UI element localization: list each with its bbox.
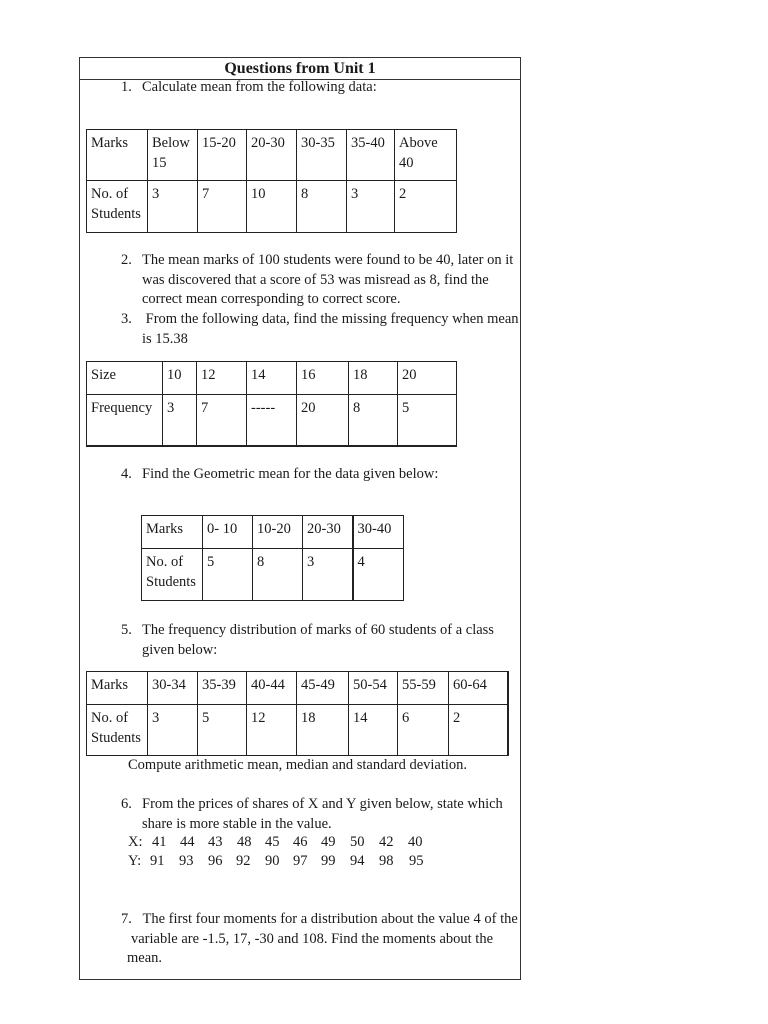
table-cell: 20 (297, 395, 349, 446)
question-text-line: was discovered that a score of 53 was misread as 8, find the (142, 271, 489, 288)
question-text-line: The frequency distribution of marks of 60 students of a class (142, 622, 494, 638)
table-cell: 30-40 (353, 516, 404, 549)
table-cell: 3 (148, 705, 198, 756)
table-cell: 4 (353, 549, 404, 601)
table-cell: 8 (297, 181, 347, 233)
table-cell: 8 (253, 549, 303, 601)
question-2 (121, 251, 516, 311)
table-cell: 35-40 (347, 130, 395, 181)
share-y-row (128, 852, 448, 872)
question-text-line: 7. The first four moments for a distribution about the value 4 of the (121, 911, 518, 927)
question-text-line: From the prices of shares of X and Y given below, state which (142, 796, 503, 812)
table-cell: 12 (197, 362, 247, 395)
table-cell: 10-20 (253, 516, 303, 549)
share-value: 40 (408, 834, 423, 850)
question-number: 2. (121, 252, 132, 268)
question-7 (121, 910, 516, 970)
share-value: 49 (321, 834, 336, 850)
share-value: 98 (379, 853, 394, 869)
table-cell: Below 15 (148, 130, 198, 181)
table-cell: No. of Students (87, 705, 148, 756)
share-value: 42 (379, 834, 394, 850)
q4-data-table (141, 515, 404, 601)
share-value: 96 (208, 853, 223, 869)
share-value: 48 (237, 834, 252, 850)
share-value: 41 (152, 834, 167, 850)
question-text-line: share is more stable in the value. (142, 815, 332, 832)
q3-data-table (86, 361, 457, 447)
table-cell: 5 (198, 705, 247, 756)
table-cell: 45-49 (297, 672, 349, 705)
q1-data-table (86, 129, 457, 233)
q5-instruction: Compute arithmetic mean, median and standard deviation. (128, 757, 468, 773)
question-number: 1. (121, 79, 132, 95)
question-text-line: correct mean corresponding to correct score. (142, 291, 401, 307)
table-cell: 14 (349, 705, 398, 756)
table-cell: No. of Students (87, 181, 148, 233)
table-cell: 35-39 (198, 672, 247, 705)
table-cell: 8 (349, 395, 398, 446)
table-cell: 2 (449, 705, 508, 756)
sheet-title: Questions from Unit 1 (80, 58, 520, 80)
table-cell: 40-44 (247, 672, 297, 705)
question-text-line: The mean marks of 100 students were found to be 40, later on it (142, 252, 514, 268)
share-value: 95 (409, 853, 424, 869)
question-6 (121, 795, 516, 835)
table-cell: 55-59 (398, 672, 449, 705)
share-y-label: Y: (128, 853, 142, 869)
table-cell: 15-20 (198, 130, 247, 181)
question-text-line: given below: (142, 641, 218, 658)
table-cell: 10 (163, 362, 197, 395)
table-cell: 5 (203, 549, 253, 601)
share-value: 90 (265, 853, 280, 869)
share-x-row (128, 833, 448, 853)
table-cell: 16 (297, 362, 349, 395)
question-text: Find the Geometric mean for the data given below: (142, 466, 439, 482)
table-cell: ----- (247, 395, 297, 446)
share-value: 92 (236, 853, 251, 869)
table-cell: 18 (297, 705, 349, 756)
table-cell: 12 (247, 705, 297, 756)
table-cell: 5 (398, 395, 457, 446)
table-cell: 50-54 (349, 672, 398, 705)
share-value: 99 (321, 853, 336, 869)
table-cell: 0- 10 (203, 516, 253, 549)
q5-data-table (86, 671, 509, 756)
table-cell: 3 (347, 181, 395, 233)
question-text: Calculate mean from the following data: (142, 79, 377, 95)
table-cell: 60-64 (449, 672, 508, 705)
question-number: 3. (121, 311, 132, 327)
question-number: 4. (121, 466, 132, 482)
table-cell: 10 (247, 181, 297, 233)
question-text-line: variable are -1.5, 17, -30 and 108. Find the moments about the (131, 930, 494, 947)
share-value: 93 (179, 853, 194, 869)
table-cell: 3 (303, 549, 353, 601)
table-cell: Marks (142, 516, 203, 549)
question-text-line: mean. (127, 950, 163, 966)
table-cell: Marks (87, 672, 148, 705)
question-5 (121, 621, 516, 661)
question-number: 6. (121, 796, 132, 812)
table-cell: No. of Students (142, 549, 203, 601)
table-cell: 7 (198, 181, 247, 233)
question-text-line: From the following data, find the missing frequency when mean (142, 311, 519, 327)
table-cell: 20 (398, 362, 457, 395)
table-cell: 7 (197, 395, 247, 446)
table-cell: 20-30 (303, 516, 353, 549)
question-3 (121, 310, 519, 350)
share-value: 97 (293, 853, 308, 869)
share-value: 94 (350, 853, 365, 869)
table-cell: 30-35 (297, 130, 347, 181)
share-value: 50 (350, 834, 365, 850)
table-cell: Frequency (87, 395, 163, 446)
share-value: 91 (150, 853, 165, 869)
question-number: 5. (121, 622, 132, 638)
table-cell: 18 (349, 362, 398, 395)
table-cell: 3 (163, 395, 197, 446)
table-cell: Marks (87, 130, 148, 181)
table-cell: 6 (398, 705, 449, 756)
share-value: 46 (293, 834, 308, 850)
table-cell: 14 (247, 362, 297, 395)
table-cell: 20-30 (247, 130, 297, 181)
share-value: 45 (265, 834, 280, 850)
share-value: 44 (180, 834, 195, 850)
share-x-label: X: (128, 834, 143, 850)
table-cell: 2 (395, 181, 457, 233)
table-cell: 3 (148, 181, 198, 233)
share-value: 43 (208, 834, 223, 850)
question-text-line: is 15.38 (142, 330, 188, 347)
table-cell: Above 40 (395, 130, 457, 181)
table-cell: 30-34 (148, 672, 198, 705)
table-cell: Size (87, 362, 163, 395)
